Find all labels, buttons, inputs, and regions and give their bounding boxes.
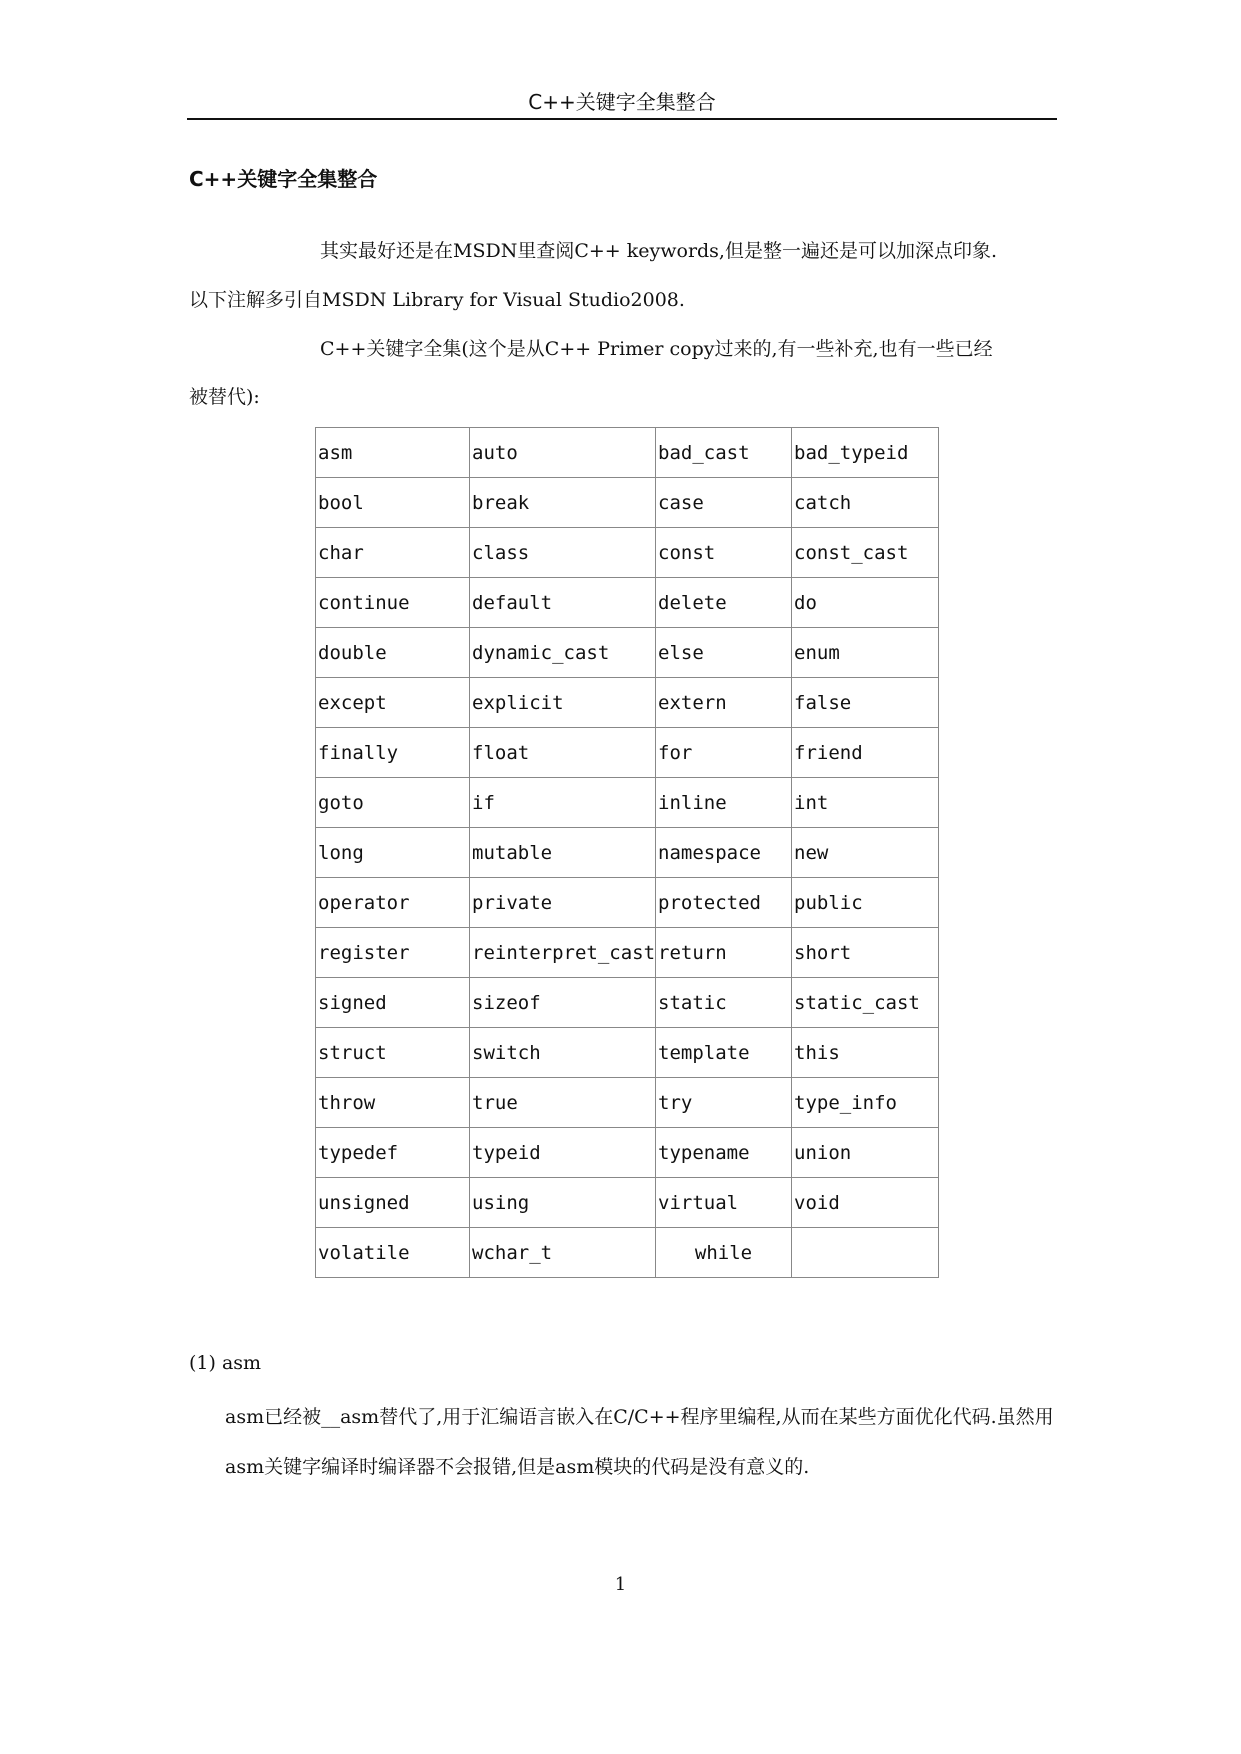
section-body-asm: asm已经被__asm替代了,用于汇编语言嵌入在C/C++程序里编程,从而在某些方面优化代码.虽然用asm关键字编译时编译器不会报错,但是asm模块的代码是没有意义的. xyxy=(225,1406,1054,1478)
table-row xyxy=(316,778,939,828)
keyword-cell: dynamic_cast xyxy=(470,628,656,678)
keyword-cell: public xyxy=(792,878,939,928)
keyword-cell: protected xyxy=(656,878,792,928)
table-row xyxy=(316,628,939,678)
keyword-cell: true xyxy=(470,1078,656,1128)
keyword-cell: const_cast xyxy=(792,528,939,578)
keyword-cell: inline xyxy=(656,778,792,828)
keyword-cell: union xyxy=(792,1128,939,1178)
table-row xyxy=(316,1028,939,1078)
keyword-cell: private xyxy=(470,878,656,928)
header-rule xyxy=(187,118,1057,120)
keyword-cell: enum xyxy=(792,628,939,678)
keyword-cell: for xyxy=(656,728,792,778)
keyword-cell: wchar_t xyxy=(470,1228,656,1278)
section-heading-asm: (1) asm xyxy=(189,1352,262,1374)
keyword-cell: new xyxy=(792,828,939,878)
keyword-cell: throw xyxy=(316,1078,470,1128)
keyword-cell: static xyxy=(656,978,792,1028)
table-row xyxy=(316,978,939,1028)
keyword-cell: using xyxy=(470,1178,656,1228)
keyword-cell: do xyxy=(792,578,939,628)
keyword-cell: this xyxy=(792,1028,939,1078)
keyword-cell: goto xyxy=(316,778,470,828)
keyword-cell: register xyxy=(316,928,470,978)
keyword-cell: namespace xyxy=(656,828,792,878)
table-row xyxy=(316,1128,939,1178)
keyword-cell: bool xyxy=(316,478,470,528)
keyword-cell: except xyxy=(316,678,470,728)
keyword-cell: virtual xyxy=(656,1178,792,1228)
keyword-cell: type_info xyxy=(792,1078,939,1128)
intro-line-3-text: C++关键字全集(这个是从C++ Primer copy过来的,有一些补充,也有一些已经 xyxy=(320,338,993,360)
keyword-cell: short xyxy=(792,928,939,978)
keyword-cell xyxy=(792,1228,939,1278)
keyword-cell: catch xyxy=(792,478,939,528)
keyword-cell: friend xyxy=(792,728,939,778)
keyword-cell: signed xyxy=(316,978,470,1028)
table-row xyxy=(316,678,939,728)
keyword-cell: break xyxy=(470,478,656,528)
running-header: C++关键字全集整合 xyxy=(528,90,716,114)
keyword-cell: continue xyxy=(316,578,470,628)
keyword-cell: switch xyxy=(470,1028,656,1078)
keyword-cell: operator xyxy=(316,878,470,928)
table-row xyxy=(316,428,939,478)
intro-paragraph-line-3 xyxy=(189,325,1059,421)
keyword-cell: unsigned xyxy=(316,1178,470,1228)
table-row xyxy=(316,828,939,878)
keyword-cell: return xyxy=(656,928,792,978)
keyword-cell: double xyxy=(316,628,470,678)
table-row xyxy=(316,878,939,928)
keyword-cell: const xyxy=(656,528,792,578)
keyword-cell: typeid xyxy=(470,1128,656,1178)
keyword-cell: template xyxy=(656,1028,792,1078)
table-row xyxy=(316,478,939,528)
document-title: C++关键字全集整合 xyxy=(189,167,378,191)
keyword-cell: sizeof xyxy=(470,978,656,1028)
keyword-cell: void xyxy=(792,1178,939,1228)
intro-paragraph-line-1 xyxy=(189,227,1059,275)
keyword-cell: explicit xyxy=(470,678,656,728)
keyword-cell: if xyxy=(470,778,656,828)
keyword-cell: int xyxy=(792,778,939,828)
keyword-cell: extern xyxy=(656,678,792,728)
keyword-cell: static_cast xyxy=(792,978,939,1028)
intro-paragraph-line-2: 以下注解多引自MSDN Library for Visual Studio2008. xyxy=(189,289,685,311)
keyword-cell: typename xyxy=(656,1128,792,1178)
keyword-cell: mutable xyxy=(470,828,656,878)
table-row xyxy=(316,728,939,778)
keyword-cell: case xyxy=(656,478,792,528)
keyword-cell: try xyxy=(656,1078,792,1128)
keyword-table-body xyxy=(316,428,939,1278)
keyword-cell: finally xyxy=(316,728,470,778)
table-row xyxy=(316,1178,939,1228)
keyword-cell: class xyxy=(470,528,656,578)
keyword-cell: reinterpret_cast xyxy=(470,928,656,978)
keyword-cell: bad_typeid xyxy=(792,428,939,478)
keyword-cell: auto xyxy=(470,428,656,478)
keyword-cell: bad_cast xyxy=(656,428,792,478)
keyword-cell: else xyxy=(656,628,792,678)
keyword-cell: delete xyxy=(656,578,792,628)
keyword-cell: default xyxy=(470,578,656,628)
keyword-cell: while xyxy=(656,1228,792,1278)
table-row xyxy=(316,578,939,628)
keyword-cell: volatile xyxy=(316,1228,470,1278)
keyword-cell: long xyxy=(316,828,470,878)
keyword-cell: char xyxy=(316,528,470,578)
table-row xyxy=(316,528,939,578)
keyword-cell: asm xyxy=(316,428,470,478)
table-row xyxy=(316,928,939,978)
page-number: 1 xyxy=(614,1574,627,1595)
table-row xyxy=(316,1078,939,1128)
intro-line-1-text: 其实最好还是在MSDN里查阅C++ keywords,但是整一遍还是可以加深点印象. xyxy=(320,240,998,262)
keyword-cell: typedef xyxy=(316,1128,470,1178)
keyword-cell: false xyxy=(792,678,939,728)
keyword-table xyxy=(315,427,939,1278)
keyword-cell: struct xyxy=(316,1028,470,1078)
table-row xyxy=(316,1228,939,1278)
intro-line-4-text: 被替代): xyxy=(189,386,260,408)
keyword-cell: float xyxy=(470,728,656,778)
